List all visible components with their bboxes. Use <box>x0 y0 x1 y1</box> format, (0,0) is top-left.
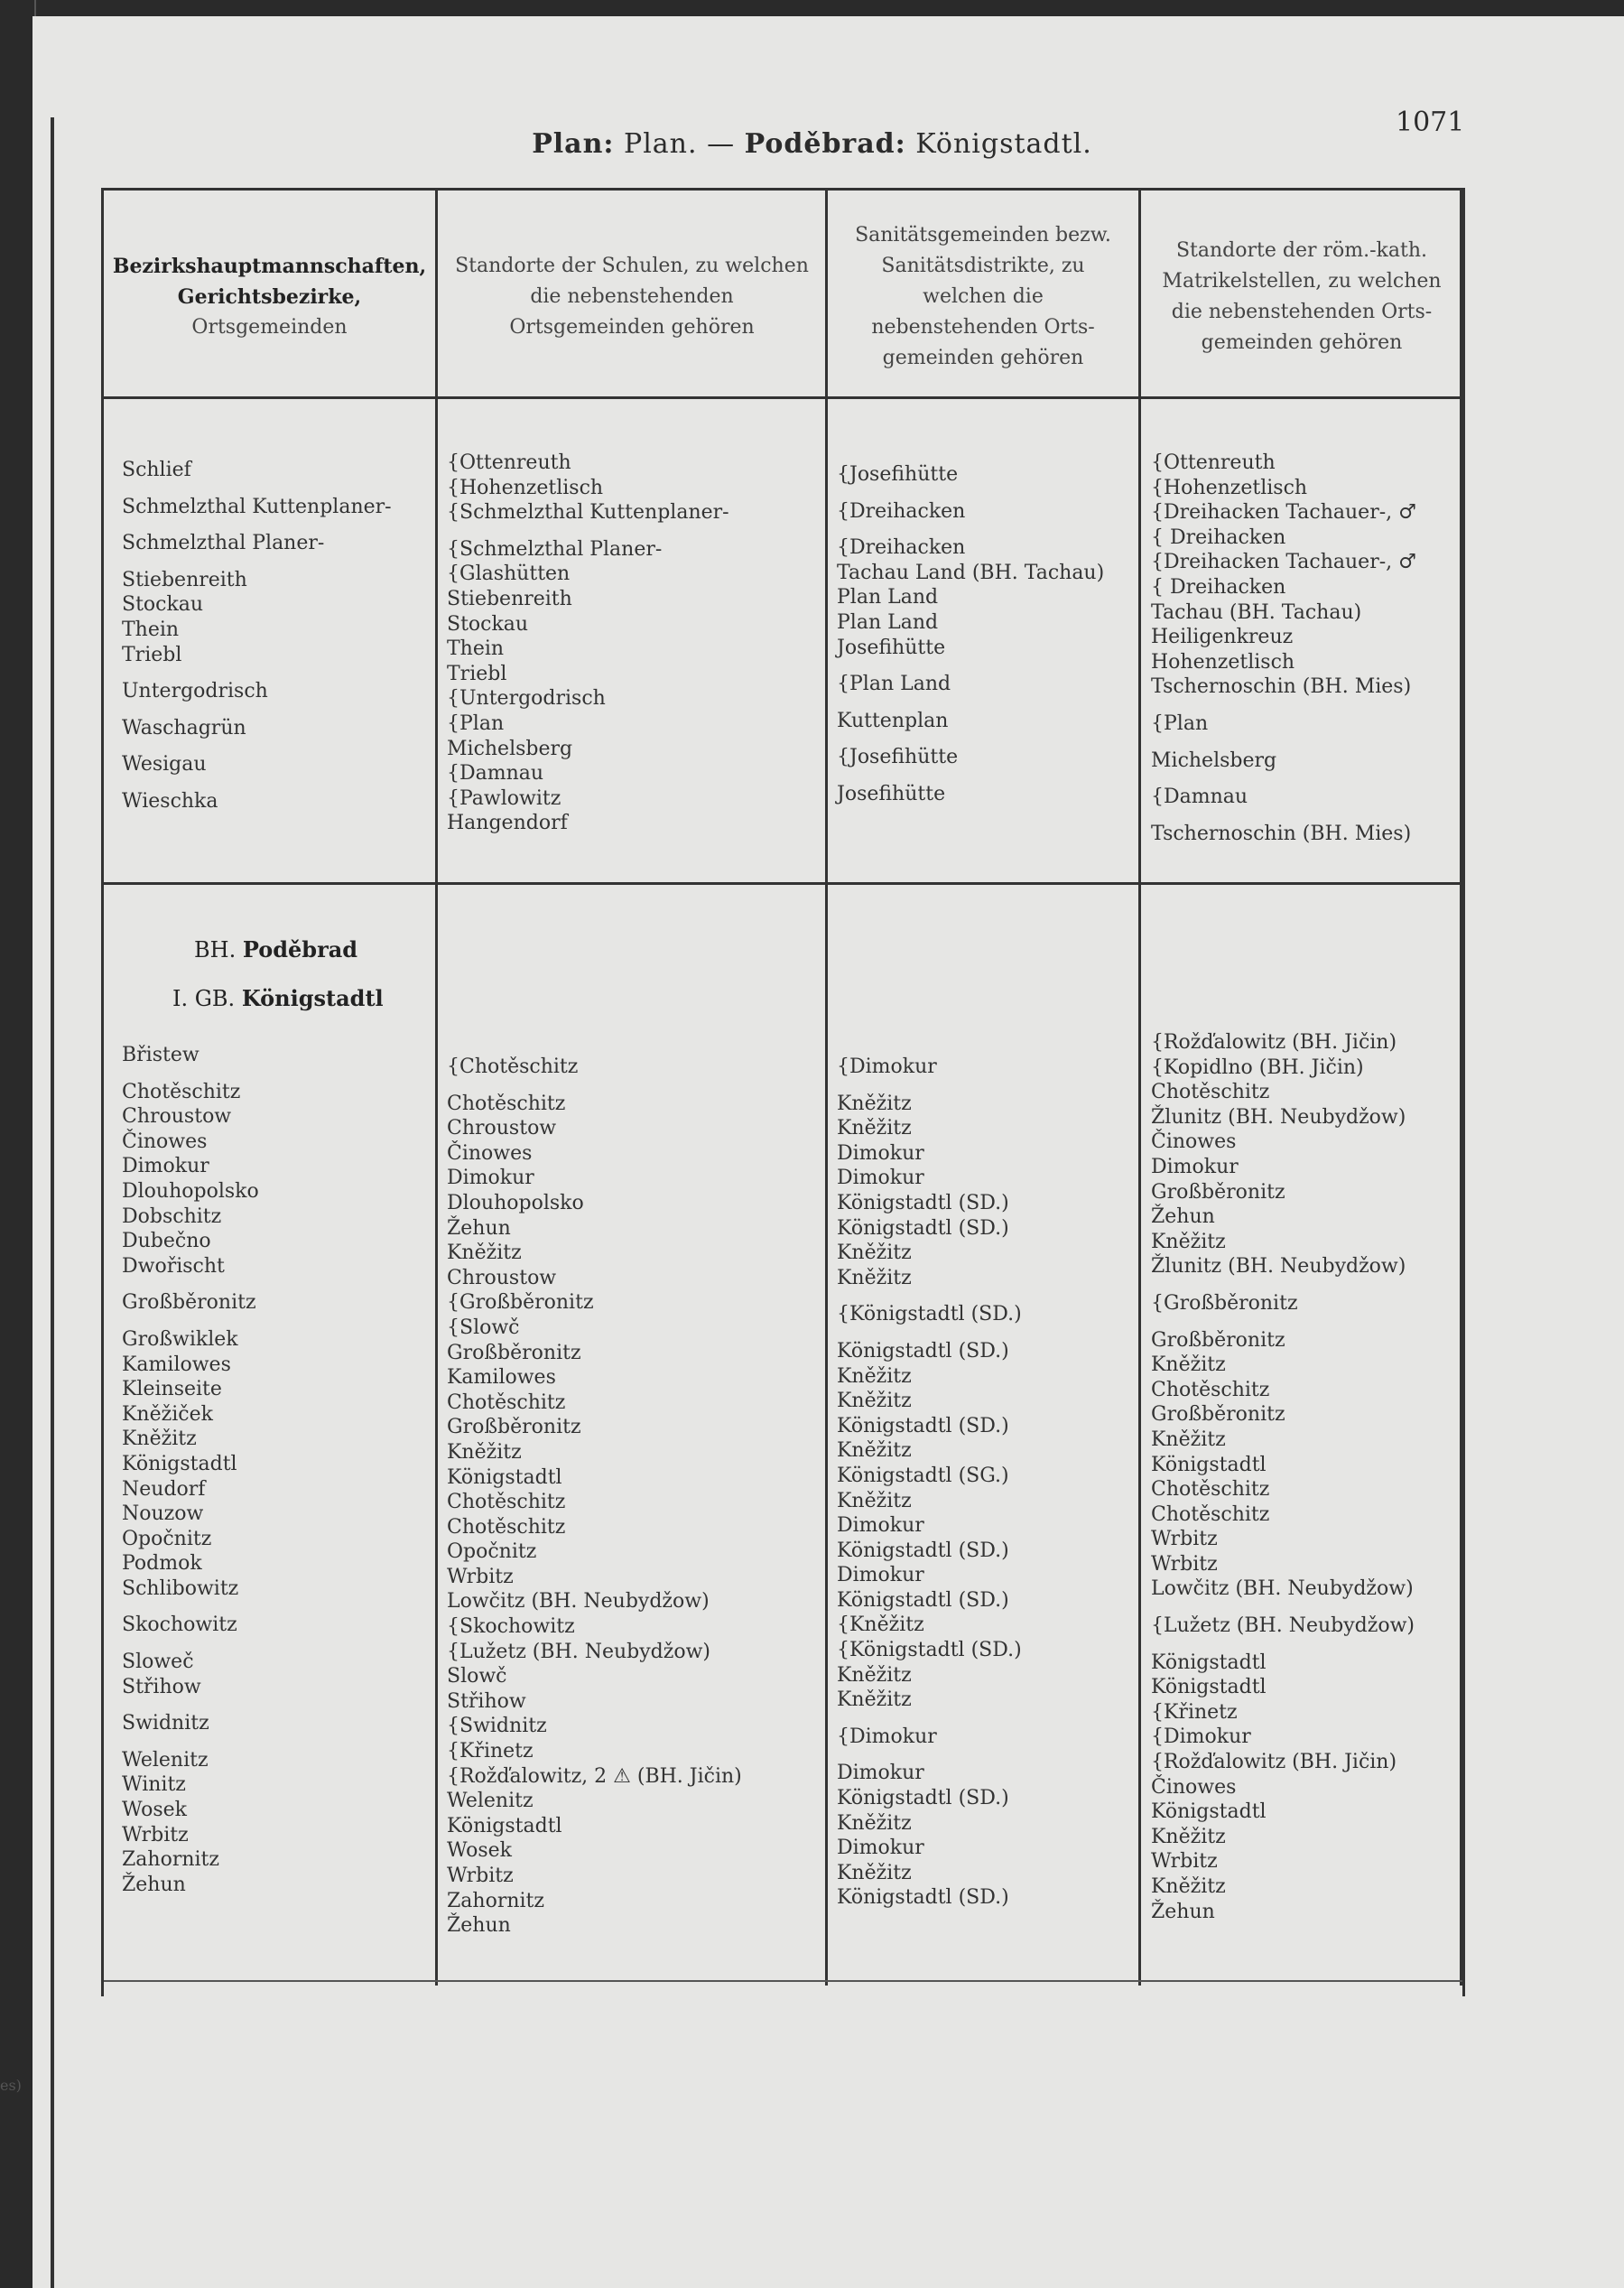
gb-heading: I. GB. Königstadtl <box>172 985 384 1011</box>
table-cell: Dlouhopolsko <box>447 1191 584 1214</box>
table-cell: Dimokur <box>837 1762 924 1785</box>
table-cell: {Kněžitz <box>837 1614 924 1637</box>
section-rule <box>104 882 1462 885</box>
header-ortsgemeinden: Bezirkshauptmannschaften, Gerichtsbezirke, Ortsgemeinden <box>112 255 427 339</box>
table-cell <box>122 556 392 568</box>
table-cell: Žehun <box>1151 1205 1215 1229</box>
table-cell: Zahornitz <box>122 1848 219 1872</box>
table-cell: {Dimokur <box>837 1056 937 1078</box>
table-cell: Winitz <box>122 1773 186 1797</box>
table-cell <box>122 1736 259 1748</box>
section2-sanitaet <box>837 1043 1022 1911</box>
table-cell: Schlief <box>122 459 191 481</box>
table-cell: Königstadtl (SD.) <box>837 1886 1009 1910</box>
table-cell: Chotěschitz <box>447 1515 566 1539</box>
table-cell: {Damnau <box>1151 786 1248 809</box>
table-cell: {Ottenreuth <box>447 451 571 474</box>
table-cell: Žehun <box>447 1216 511 1240</box>
table-cell: {Skochowitz <box>447 1615 575 1639</box>
table-cell: Josefihütte <box>837 782 946 805</box>
table-cell: {Slowč <box>447 1316 520 1339</box>
table-cell <box>1151 737 1416 749</box>
table-cell <box>447 1080 742 1092</box>
table-cell: Chotěschitz <box>1151 1478 1270 1502</box>
section2-schulen <box>447 1043 742 1939</box>
table-cell: Střihow <box>447 1689 526 1713</box>
table-cell: Kněžitz <box>122 1428 197 1451</box>
table-cell: Kněžitz <box>837 1390 912 1413</box>
table-cell: Großběronitz <box>1151 1403 1285 1427</box>
table-cell: Chotěschitz <box>447 1390 566 1414</box>
table-cell: Dobschitz <box>122 1204 222 1228</box>
table-cell <box>122 740 392 752</box>
table-cell: Wosek <box>122 1799 188 1822</box>
table-cell: Königstadtl (SD.) <box>837 1539 1009 1562</box>
table-cell: Stiebenreith <box>122 568 247 591</box>
table-cell: Königstadtl <box>1151 1676 1267 1699</box>
table-cell: Kněžitz <box>837 1364 912 1388</box>
column-divider <box>825 191 828 1986</box>
table-cell: Wrbitz <box>447 1565 514 1588</box>
table-cell: Kněžitz <box>837 1242 912 1265</box>
table-cell: Chotěschitz <box>1151 1502 1270 1526</box>
table-cell: Kněžitz <box>837 1663 912 1687</box>
table-cell: {Plan <box>447 712 505 735</box>
table-cell: {Dreihacken Tachauer-, ♂ <box>1151 501 1416 525</box>
header-rule <box>104 396 1462 399</box>
table-cell: Kněžitz <box>1151 1353 1226 1377</box>
table-cell: Kamilowes <box>447 1366 556 1390</box>
table-cell: Waschagrün <box>122 716 246 739</box>
table-cell: {Königstadtl (SD.) <box>837 1303 1022 1326</box>
table-cell: Plan Land <box>837 610 939 634</box>
section1-sanitaet <box>837 451 1104 807</box>
table-cell <box>837 1749 1022 1761</box>
table-cell: Kněžitz <box>1151 1230 1226 1253</box>
table-cell: Kamilowes <box>122 1353 231 1376</box>
table-cell: Chotěschitz <box>447 1092 566 1115</box>
table-cell: {Rožďalowitz (BH. Jičin) <box>1151 1751 1397 1774</box>
table-cell: Stockau <box>447 612 529 636</box>
table-cell: Königstadtl <box>447 1814 562 1837</box>
table-cell: Dwořischt <box>122 1254 225 1278</box>
table-cell: Wosek <box>447 1839 513 1863</box>
table-cell: Hohenzetlisch <box>1151 650 1295 674</box>
table-cell: {Chotěschitz <box>447 1056 579 1078</box>
table-cell: Dubečno <box>122 1230 211 1253</box>
table-cell: Königstadtl <box>122 1452 237 1475</box>
table-cell <box>447 525 729 537</box>
table-cell: Opočnitz <box>122 1527 212 1550</box>
table-cell: Welenitz <box>122 1748 209 1772</box>
table-cell: Stiebenreith <box>447 587 572 610</box>
table-cell: Michelsberg <box>447 737 573 760</box>
section1-schulen <box>447 451 729 836</box>
table-cell <box>837 524 1104 535</box>
table-cell: Schmelzthal Planer- <box>122 532 325 555</box>
table-cell: Kněžitz <box>837 1489 912 1512</box>
table-cell: {Swidnitz <box>447 1715 547 1738</box>
table-cell <box>1151 1316 1415 1328</box>
table-cell: Žehun <box>447 1914 511 1938</box>
table-cell <box>1151 700 1416 712</box>
table-cell: Königstadtl <box>1151 1800 1267 1824</box>
table-cell: Střihow <box>122 1675 201 1698</box>
table-cell: Dimokur <box>837 1837 924 1860</box>
table-cell <box>1151 773 1416 785</box>
table-cell <box>837 660 1104 672</box>
table-cell: Königstadtl (SG.) <box>837 1464 1009 1487</box>
table-cell: Činowes <box>1151 1775 1237 1799</box>
bh-heading: BH. Poděbrad <box>194 936 358 963</box>
table-cell: { Dreihacken <box>1151 575 1286 599</box>
page-title: Plan: Plan. — Poděbrad: Königstadtl. <box>532 128 1092 160</box>
table-cell: Königstadtl (SD.) <box>837 1588 1009 1612</box>
table-cell: Chroustow <box>122 1105 232 1129</box>
table-cell: {Dimokur <box>837 1725 937 1748</box>
table-cell: Wrbitz <box>1151 1552 1218 1576</box>
table-cell: {Dreihacken Tachauer-, ♂ <box>1151 551 1416 574</box>
table-cell: {Schmelzthal Planer- <box>447 537 663 561</box>
table-cell: {Königstadtl (SD.) <box>837 1639 1022 1662</box>
table-cell: Heiligenkreuz <box>1151 626 1294 649</box>
table-cell: Neudorf <box>122 1477 206 1501</box>
table-cell <box>837 1290 1022 1302</box>
table-cell: { Dreihacken <box>1151 525 1286 549</box>
table-cell: {Lužetz (BH. Neubydžow) <box>447 1640 711 1663</box>
table-cell: Tschernoschin (BH. Mies) <box>1151 675 1412 699</box>
table-cell: Dimokur <box>837 1514 924 1538</box>
header-schulen: Standorte der Schulen, zu welchen die nebenstehenden Ortsgemeinden gehören <box>455 255 809 339</box>
table-cell: Dimokur <box>447 1167 534 1190</box>
table-cell: Činowes <box>447 1141 533 1165</box>
table-cell: Untergodrisch <box>122 680 268 703</box>
table-cell: Stockau <box>122 593 204 617</box>
table-cell <box>122 1601 259 1613</box>
table-cell: Plan Land <box>837 586 939 609</box>
table-cell: {Dreihacken <box>837 499 966 523</box>
table-cell <box>122 483 392 495</box>
table-cell: Břistew <box>122 1044 200 1066</box>
table-cell: Lowčitz (BH. Neubydžow) <box>447 1590 710 1614</box>
table-cell: {Dimokur <box>1151 1725 1251 1749</box>
table-cell: Großběronitz <box>1151 1328 1285 1352</box>
table-cell <box>122 777 392 789</box>
table-cell: Kněžitz <box>447 1242 522 1265</box>
table-cell: Dlouhopolsko <box>122 1179 259 1203</box>
table-cell: Kleinseite <box>122 1378 222 1401</box>
table-cell: Wrbitz <box>447 1865 514 1887</box>
table-cell: {Plan Land <box>837 673 951 696</box>
table-cell: Schmelzthal Kuttenplaner- <box>122 495 392 518</box>
table-cell <box>122 704 392 716</box>
table-cell: Triebl <box>447 662 507 685</box>
table-cell <box>122 667 392 679</box>
table-cell: Königstadtl (SD.) <box>837 1339 1009 1363</box>
table-cell: {Josefihütte <box>837 463 959 486</box>
table-cell: Königstadtl (SD.) <box>837 1787 1009 1810</box>
bottom-rule <box>104 1980 1462 1982</box>
table-cell: Großběronitz <box>447 1416 581 1439</box>
column-divider <box>435 191 438 1986</box>
table-cell: {Plan <box>1151 712 1209 735</box>
table-cell: Königstadtl <box>1151 1651 1267 1674</box>
table-cell <box>1151 1602 1415 1614</box>
table-cell: {Lužetz (BH. Neubydžow) <box>1151 1614 1415 1638</box>
table-cell <box>837 451 1104 462</box>
table-cell: Kněžitz <box>1151 1875 1226 1898</box>
table-cell <box>122 519 392 531</box>
section1-ortsgemeinden <box>122 458 392 814</box>
table-cell: Chroustow <box>447 1266 557 1289</box>
table-cell: {Großběronitz <box>1151 1291 1298 1315</box>
table-cell <box>837 733 1104 745</box>
table-cell: Großběronitz <box>447 1341 581 1364</box>
table-cell: {Kopidlno (BH. Jičin) <box>1151 1056 1364 1079</box>
table-cell: Dimokur <box>122 1155 209 1178</box>
table-cell: Slowč <box>447 1665 507 1688</box>
table-cell <box>122 1279 259 1290</box>
table-cell: Žehun <box>1151 1900 1215 1923</box>
table-cell: {Rožďalowitz, 2 ⚠ (BH. Jičin) <box>447 1764 742 1788</box>
table-cell <box>447 1043 742 1055</box>
table-cell: {Křinetz <box>1151 1700 1238 1724</box>
table-cell: Welenitz <box>447 1790 534 1813</box>
table-cell: Tachau (BH. Tachau) <box>1151 600 1362 624</box>
table-cell: {Glashütten <box>447 563 571 586</box>
table-cell: Nouzow <box>122 1502 204 1526</box>
table-cell: {Josefihütte <box>837 746 959 769</box>
table-cell: Wrbitz <box>122 1823 189 1846</box>
table-cell: Kněžitz <box>837 1117 912 1140</box>
table-cell: Großwiklek <box>122 1327 238 1351</box>
table-cell: Hangendorf <box>447 812 568 835</box>
table-cell: Michelsberg <box>1151 749 1277 772</box>
table-cell: Činowes <box>1151 1130 1237 1154</box>
table-cell <box>837 488 1104 499</box>
table-cell: Wrbitz <box>1151 1528 1218 1551</box>
table-cell: Dimokur <box>1151 1155 1239 1178</box>
table-cell: {Pawlowitz <box>447 786 561 810</box>
table-cell: Thein <box>122 618 180 641</box>
table-cell: {Hohenzetlisch <box>447 476 604 499</box>
table-cell: Dimokur <box>837 1564 924 1587</box>
table-cell <box>837 770 1104 782</box>
table-cell: Žlunitz (BH. Neubydžow) <box>1151 1105 1406 1129</box>
table-cell: {Schmelzthal Kuttenplaner- <box>447 501 729 525</box>
table-cell: Tschernoschin (BH. Mies) <box>1151 822 1412 845</box>
table-cell: Podmok <box>122 1552 202 1576</box>
table-cell <box>1151 1639 1415 1651</box>
table-cell: Zahornitz <box>447 1889 544 1912</box>
table-cell: Žehun <box>122 1873 186 1896</box>
table-cell: Schlibowitz <box>122 1576 239 1600</box>
table-cell: Opočnitz <box>447 1540 537 1564</box>
table-cell: Josefihütte <box>837 636 946 659</box>
table-cell: {Hohenzetlisch <box>1151 476 1308 499</box>
table-cell: Kuttenplan <box>837 709 949 732</box>
table-cell <box>122 1638 259 1650</box>
table-cell: {Dreihacken <box>837 536 966 560</box>
section2-matrikel <box>1151 1030 1415 1924</box>
table-cell: Chotěschitz <box>122 1080 241 1103</box>
table-cell: Lowčitz (BH. Neubydžow) <box>1151 1577 1414 1601</box>
table-cell: Kněžitz <box>837 1092 912 1115</box>
table-cell: Chotěschitz <box>1151 1081 1270 1104</box>
table-cell: Kněžitz <box>837 1811 912 1835</box>
table-cell: Sloweč <box>122 1651 194 1674</box>
table-cell: Skochowitz <box>122 1614 237 1637</box>
table-cell: Kněžitz <box>837 1688 912 1712</box>
table-cell: Wieschka <box>122 789 218 813</box>
table-cell <box>122 1699 259 1711</box>
table-cell: Kněžitz <box>1151 1825 1226 1848</box>
table-cell: Chroustow <box>447 1117 557 1140</box>
table-cell: Königstadtl (SD.) <box>837 1414 1009 1437</box>
table-cell: Königstadtl <box>447 1465 562 1489</box>
table-cell: {Křinetz <box>447 1740 534 1763</box>
table-cell: {Rožďalowitz (BH. Jičin) <box>1151 1031 1397 1054</box>
table-cell: Tachau Land (BH. Tachau) <box>837 561 1105 584</box>
table-cell: Kněžitz <box>837 1861 912 1884</box>
table-cell: Dimokur <box>837 1141 924 1165</box>
table-cell <box>837 1713 1022 1725</box>
edge-fragment: es) <box>0 2077 22 2094</box>
section2-ortsgemeinden <box>122 1043 259 1897</box>
column-divider <box>1138 191 1141 1986</box>
section1-matrikel <box>1151 451 1416 846</box>
table-cell <box>1151 1279 1415 1291</box>
table-cell <box>837 1327 1022 1339</box>
column-divider <box>1460 191 1462 1986</box>
table-cell: Wrbitz <box>1151 1850 1218 1874</box>
table-cell: Thein <box>447 637 505 661</box>
header-sanitaet: Sanitätsgemeinden bezw. Sanitätsdistrikte, zu welchen die nebenstehenden Orts- gemeinden gehören <box>855 224 1111 369</box>
header-matrikel: Standorte der röm.-kath. Matrikelstellen, zu welchen die nebenstehenden Orts- gemeinden gehören <box>1162 239 1442 354</box>
table-cell: Chotěschitz <box>1151 1378 1270 1401</box>
table-cell: Kněžitz <box>447 1440 522 1464</box>
table-cell: Dimokur <box>837 1167 924 1190</box>
table-cell: Wesigau <box>122 753 207 777</box>
table-cell: Kněžitz <box>837 1266 912 1289</box>
table-cell: Swidnitz <box>122 1712 209 1735</box>
table-cell: Kněžiček <box>122 1402 213 1426</box>
table-cell: Königstadtl <box>1151 1453 1267 1476</box>
page-number: 1071 <box>1396 107 1465 138</box>
table-cell: Triebl <box>122 643 182 666</box>
table-cell <box>1151 810 1416 822</box>
table-cell <box>837 1080 1022 1092</box>
register-table <box>101 188 1465 1996</box>
table-cell: {Ottenreuth <box>1151 451 1276 474</box>
table-cell: Königstadtl (SD.) <box>837 1191 1009 1214</box>
table-cell: Königstadtl (SD.) <box>837 1216 1009 1240</box>
table-cell: Žlunitz (BH. Neubydžow) <box>1151 1255 1406 1279</box>
table-cell: Kněžitz <box>1151 1428 1226 1451</box>
table-cell: Kněžitz <box>837 1439 912 1463</box>
table-cell <box>122 1068 259 1080</box>
table-cell <box>837 1043 1022 1055</box>
table-cell <box>122 1316 259 1327</box>
table-cell: Chotěschitz <box>447 1491 566 1514</box>
table-cell: {Großběronitz <box>447 1291 594 1315</box>
page-fold <box>51 117 54 2288</box>
table-cell: Großběronitz <box>1151 1180 1285 1204</box>
table-cell: {Untergodrisch <box>447 687 606 711</box>
table-cell: Großběronitz <box>122 1291 256 1315</box>
table-cell: Činowes <box>122 1130 208 1153</box>
table-cell: {Damnau <box>447 762 544 786</box>
table-cell <box>837 697 1104 709</box>
